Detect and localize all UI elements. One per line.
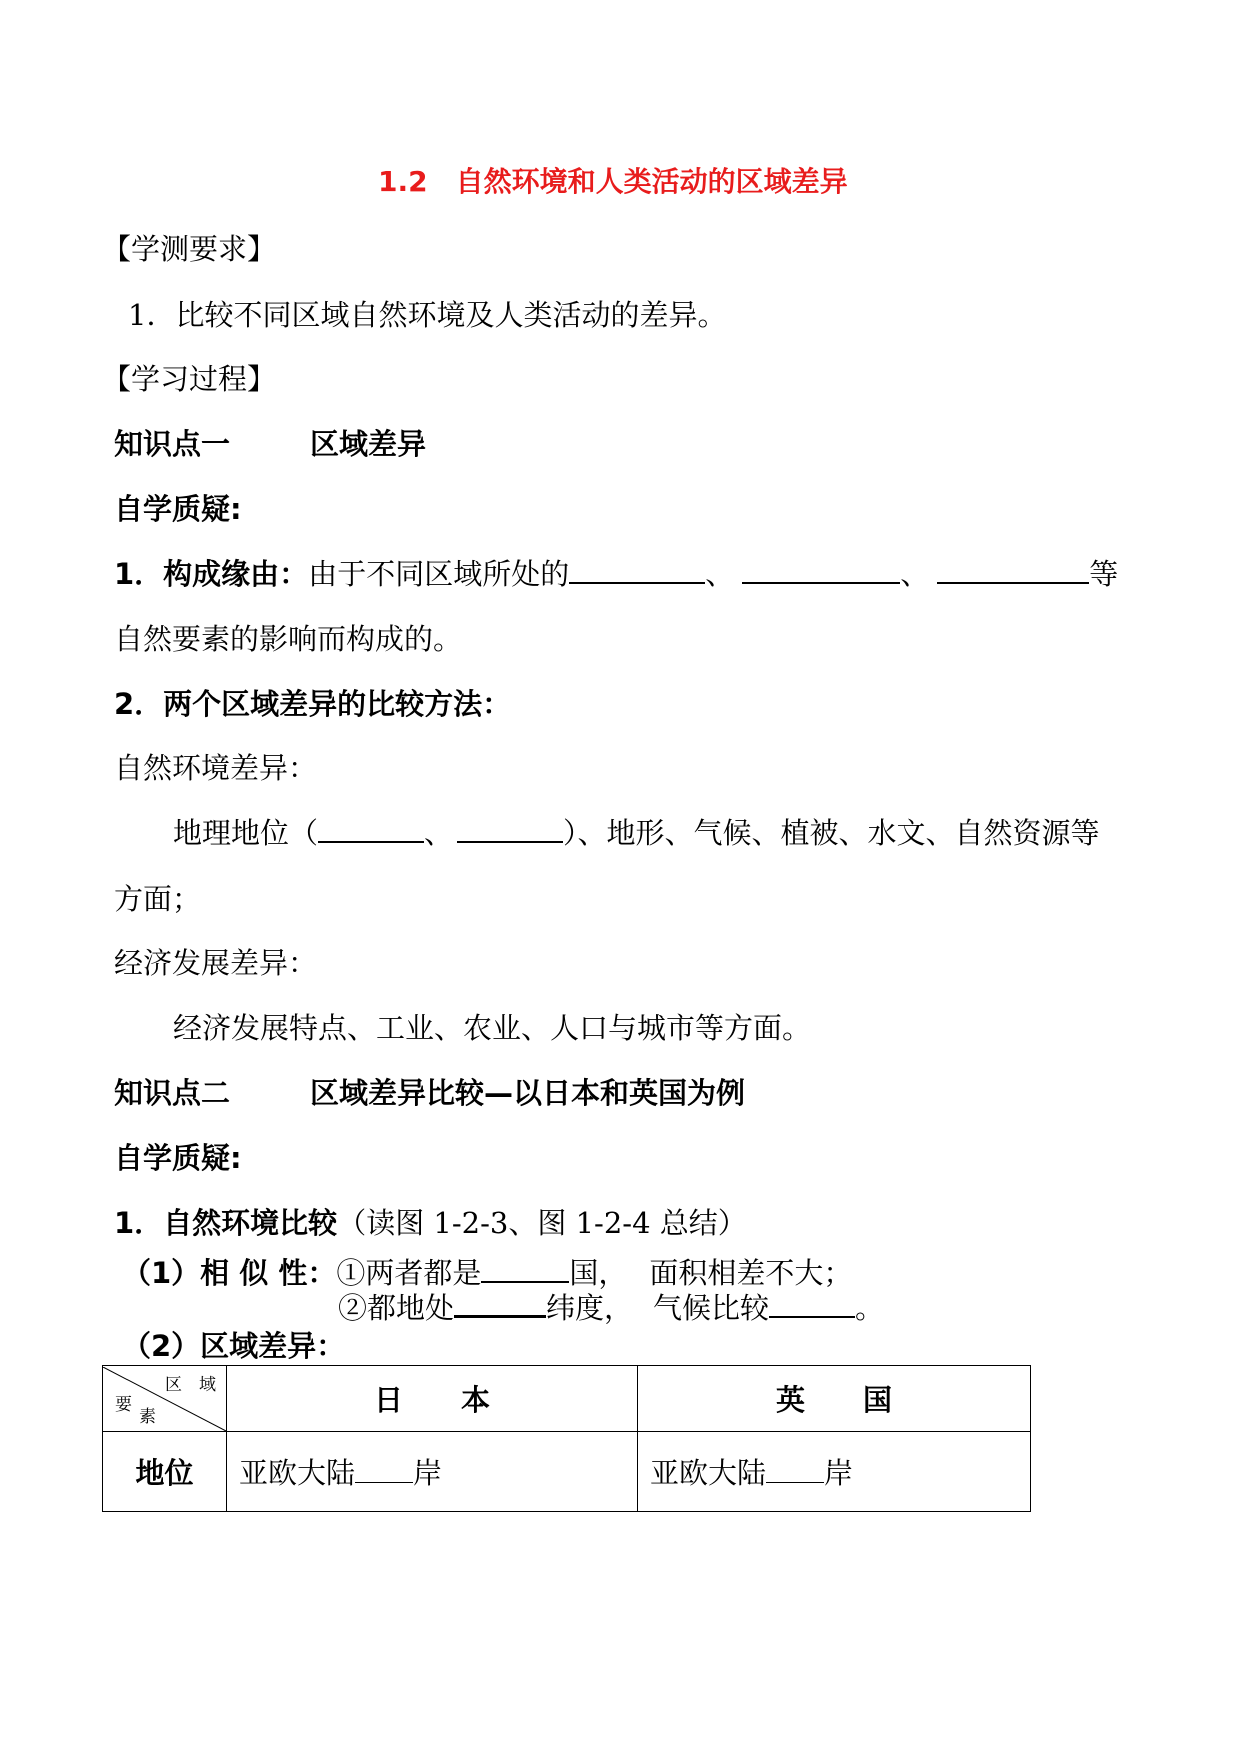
cell-japan-location [227, 1432, 638, 1512]
natural-diff-line [173, 815, 1100, 851]
corner-top-label: 区 域 [165, 1374, 216, 1395]
header-japan: 日 本 [227, 1366, 638, 1432]
item-1-end: 等 [1089, 557, 1119, 591]
page-title: 1.2 自然环境和人类活动的区域差异 [378, 165, 848, 198]
cell-uk-location [638, 1432, 1031, 1512]
knowledge-point-1-label: 知识点一 [114, 427, 231, 461]
item-1-line [114, 556, 1118, 592]
economic-diff-label: 经济发展差异： [114, 946, 318, 980]
separator: 、 [705, 557, 735, 591]
requirement-1: 1．比较不同区域自然环境及人类活动的差异。 [128, 298, 727, 332]
similarity-line-1 [122, 1255, 852, 1291]
similarity-b2: 纬度， [546, 1291, 634, 1325]
self-study-heading-1: 自学质疑: [114, 492, 242, 526]
item-1-text: 由于不同区域所处的 [308, 557, 570, 591]
separator: 、 [424, 816, 454, 850]
corner-bottom-b-label: 素 [139, 1406, 156, 1427]
difference-label: （2）区域差异： [122, 1329, 346, 1363]
economic-diff-line: 经济发展特点、工业、农业、人口与城市等方面。 [173, 1011, 812, 1045]
blank-field[interactable] [454, 1291, 546, 1318]
table-corner-cell [103, 1366, 227, 1432]
item-3-line [114, 1205, 747, 1241]
blank-field[interactable] [769, 1292, 855, 1318]
knowledge-point-1-title: 区域差异 [310, 427, 427, 461]
cell-text: 岸 [824, 1456, 854, 1490]
similarity-b1: ②都地处 [338, 1291, 455, 1325]
blank-field[interactable] [742, 556, 900, 584]
cell-text: 亚欧大陆 [650, 1456, 767, 1490]
header-uk: 英 国 [638, 1366, 1031, 1432]
similarity-a2: 国， [569, 1256, 628, 1290]
comparison-table [102, 1365, 1031, 1512]
similarity-label: （1）相 似 性： [122, 1256, 337, 1290]
natural-diff-continuation: 方面； [114, 882, 202, 916]
cell-text: 亚欧大陆 [239, 1456, 356, 1490]
similarity-a3: 面积相差不大； [649, 1256, 853, 1290]
natural-diff-label: 自然环境差异： [114, 751, 318, 785]
item-1-label: 1．构成缘由： [114, 557, 309, 591]
knowledge-point-2-label: 知识点二 [114, 1076, 231, 1110]
item-3-label: 1．自然环境比较 [114, 1206, 338, 1240]
self-study-heading-2: 自学质疑: [114, 1141, 242, 1175]
blank-field[interactable] [318, 815, 424, 843]
blank-field[interactable] [355, 1458, 413, 1483]
similarity-b3: 气候比较 [653, 1291, 770, 1325]
blank-field[interactable] [766, 1458, 824, 1483]
section-requirements: 【学测要求】 [102, 232, 277, 266]
cell-text: 岸 [413, 1456, 443, 1490]
similarity-line-2 [338, 1290, 884, 1326]
similarity-a1: ①两者都是 [336, 1256, 482, 1290]
blank-field[interactable] [457, 815, 563, 843]
blank-field[interactable] [569, 556, 705, 584]
section-process: 【学习过程】 [102, 362, 277, 396]
blank-field[interactable] [937, 556, 1089, 584]
item-3-note: （读图 1-2-3、图 1-2-4 总结） [337, 1206, 747, 1240]
blank-field[interactable] [481, 1257, 569, 1283]
item-1-continuation: 自然要素的影响而构成的。 [114, 622, 463, 656]
item-2-heading: 2．两个区域差异的比较方法： [114, 687, 512, 721]
natural-diff-part-b: ）、地形、气候、植被、水文、自然资源等 [563, 816, 1100, 850]
corner-bottom-a-label: 要 [115, 1394, 132, 1415]
natural-diff-part-a: 地理地位（ [173, 816, 319, 850]
knowledge-point-2-title: 区域差异比较—以日本和英国为例 [310, 1076, 746, 1110]
separator: 、 [900, 557, 930, 591]
similarity-b4: 。 [855, 1291, 885, 1325]
row-label-location: 地位 [103, 1432, 227, 1512]
